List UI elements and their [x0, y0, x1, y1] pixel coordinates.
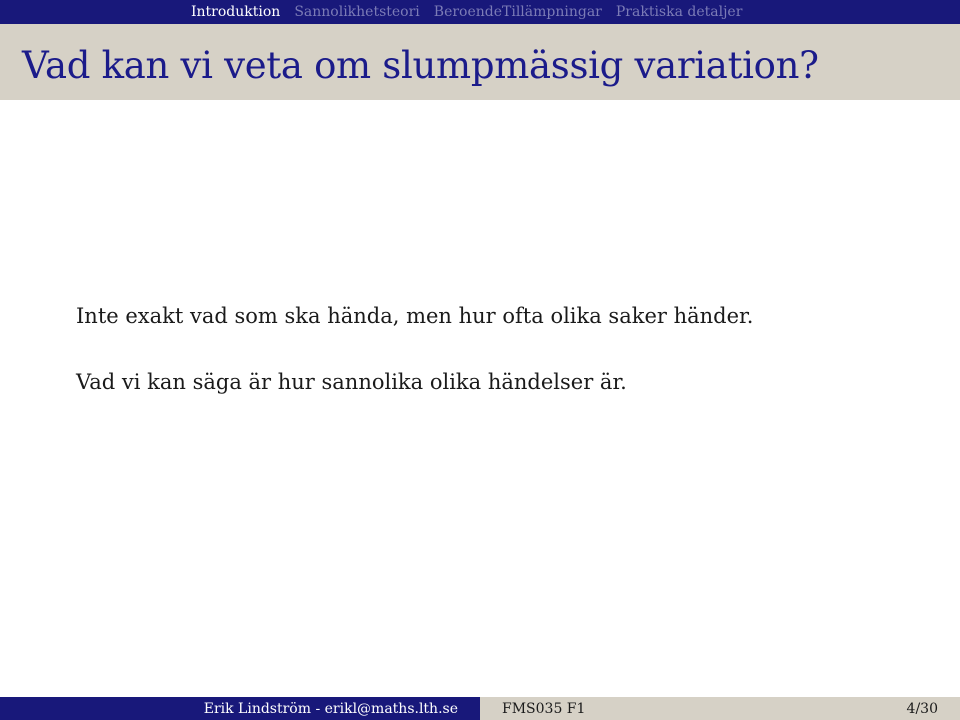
nav-item-beroende[interactable]: Beroende [433, 4, 503, 20]
footer-page-number: 4/30 [906, 700, 938, 717]
nav-item-sannolikhetsteori[interactable]: Sannolikhetsteori [294, 4, 420, 20]
paragraph-1: Inte exakt vad som ska hända, men hur ofta olika saker händer. [76, 304, 754, 328]
nav-item-tillampningar[interactable]: Tillämpningar [502, 4, 602, 20]
nav-item-praktiska-detaljer[interactable]: Praktiska detaljer [615, 4, 743, 20]
footer-author: Erik Lindström - erikl@maths.lth.se [203, 700, 458, 717]
footer [0, 697, 960, 720]
nav-item-introduktion[interactable]: Introduktion [191, 4, 281, 20]
nav-group-left [191, 0, 516, 24]
section-navigation [0, 0, 960, 24]
nav-group-right [502, 0, 756, 24]
paragraph-2: Vad vi kan säga är hur sannolika olika händelser är. [76, 370, 627, 394]
footer-author-box [0, 697, 480, 720]
footer-course-box [480, 697, 960, 720]
footer-course: FMS035 F1 [502, 700, 586, 717]
frame-title: Vad kan vi veta om slumpmässig variation? [22, 44, 819, 87]
slide-content [76, 304, 916, 394]
